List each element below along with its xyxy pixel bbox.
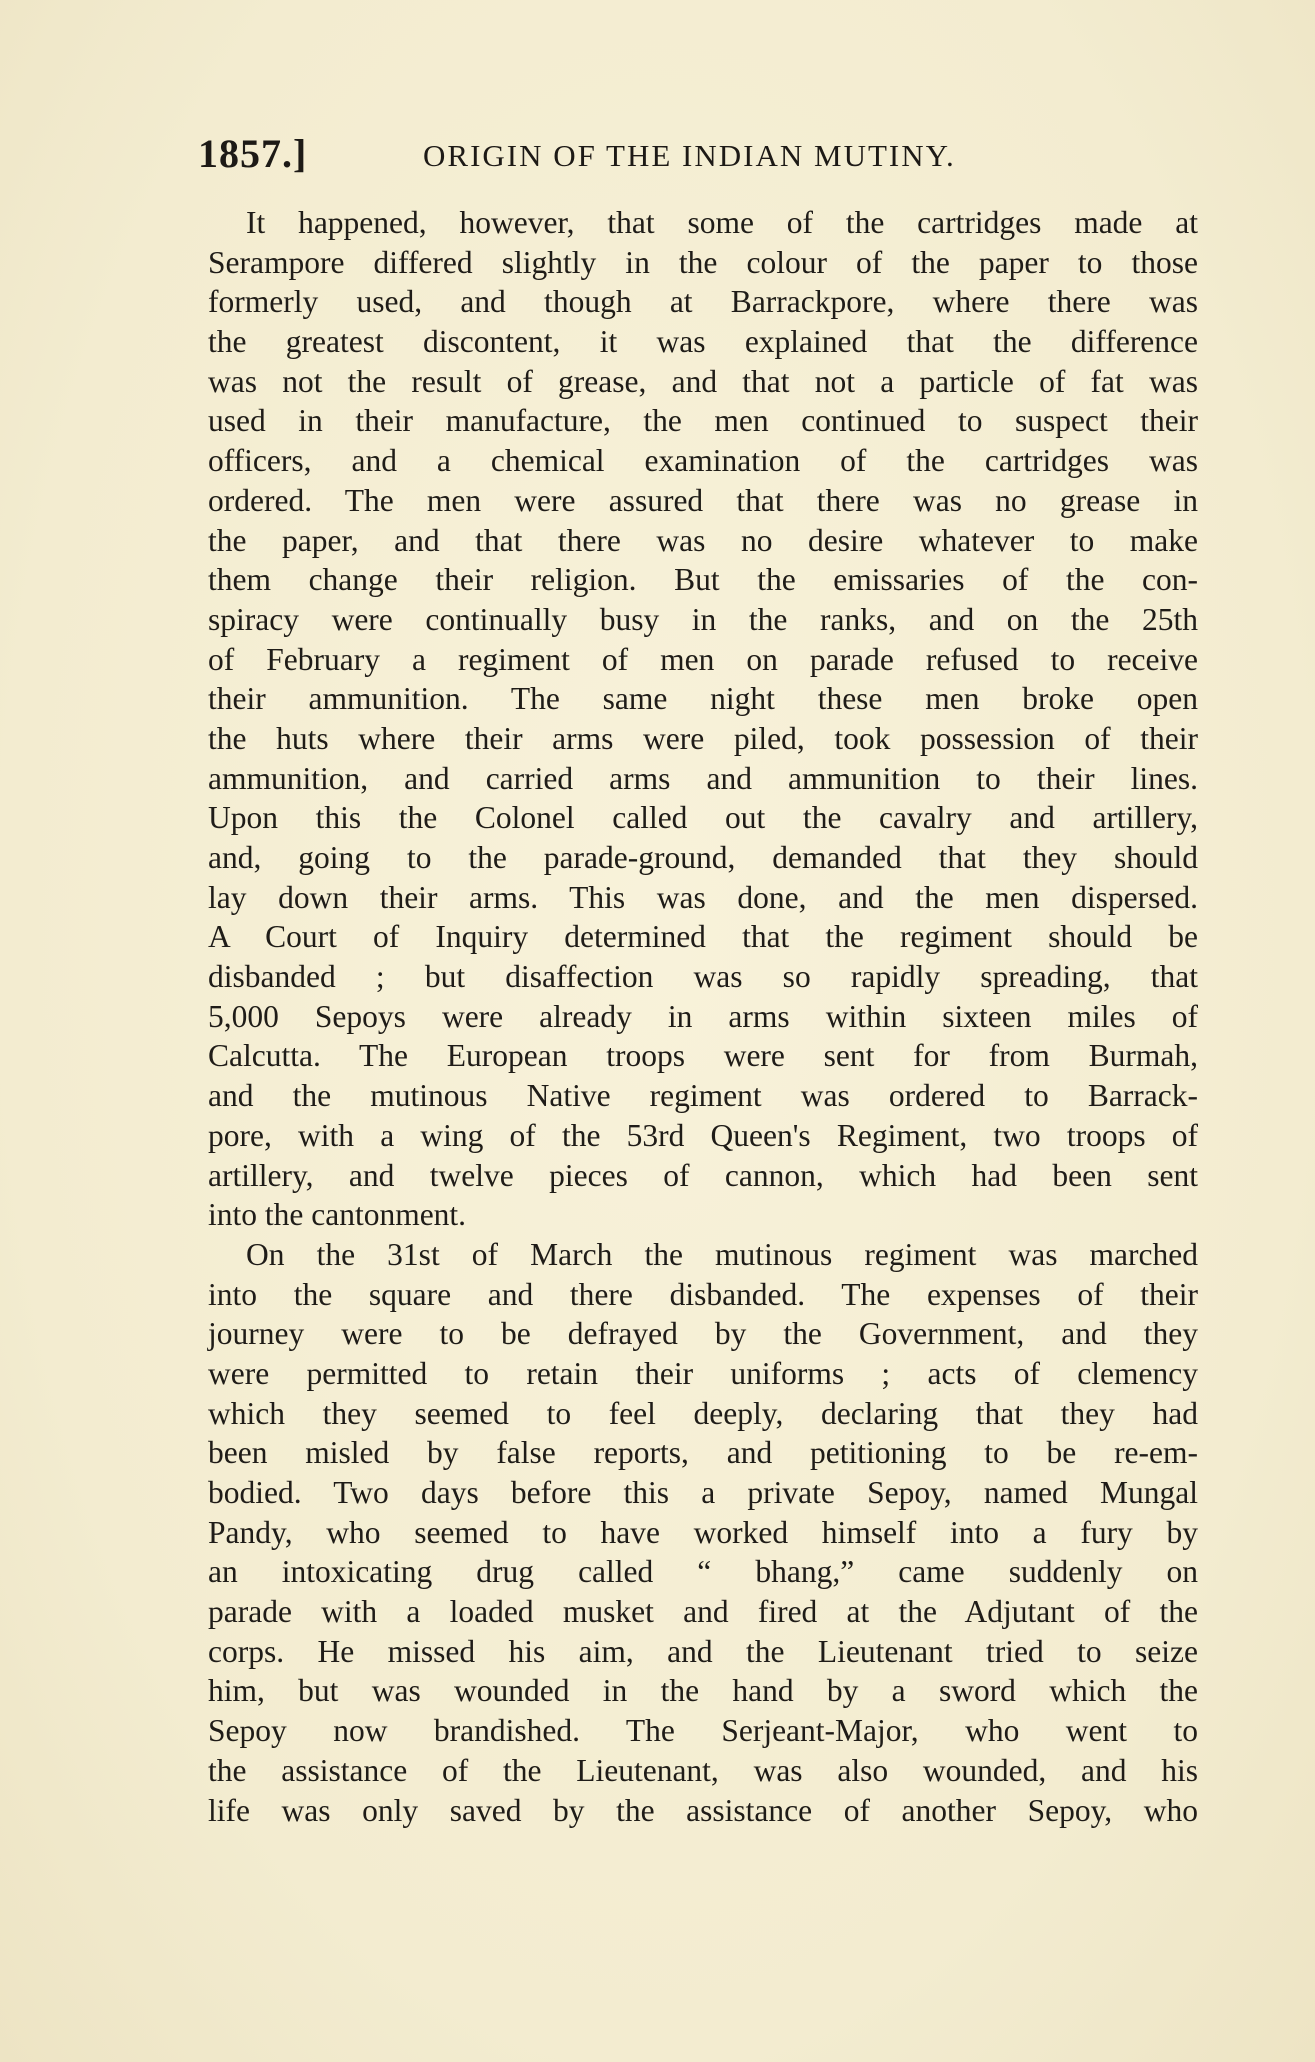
text-line: ammunition, and carried arms and ammunition to their lines. [208, 760, 1198, 796]
text-line: the greatest discontent, it was explained that the difference [208, 324, 1198, 360]
paragraph [208, 203, 1198, 1235]
text-line: disbanded ; but disaffection was so rapidly spreading, that [208, 959, 1198, 995]
text-line: It happened, however, that some of the cartridges made at [246, 205, 1198, 240]
text-line: the paper, and that there was no desire whatever to make [208, 522, 1198, 558]
text-line: Sepoy now brandished. The Serjeant-Major, who went to [208, 1713, 1198, 1749]
text-line: bodied. Two days before this a private Sepoy, named Mungal [208, 1475, 1198, 1510]
text-line: was not the result of grease, and that not a particle of fat was [208, 363, 1198, 399]
text-line: them change their religion. But the emissaries of the con- [208, 562, 1198, 598]
text-line: corps. He missed his aim, and the Lieutenant tried to seize [208, 1633, 1198, 1669]
text-line: pore, with a wing of the 53rd Queen's Regiment, two troops of [208, 1117, 1198, 1153]
text-line: On the 31st of March the mutinous regiment was marched [246, 1236, 1198, 1272]
text-line: officers, and a chemical examination of the cartridges was [208, 443, 1198, 479]
running-head [198, 130, 1188, 182]
text-line: formerly used, and though at Barrackpore, where there was [208, 284, 1198, 320]
text-line: artillery, and twelve pieces of cannon, which had been sent [208, 1157, 1198, 1193]
text-line: journey were to be defrayed by the Government, and they [208, 1316, 1198, 1352]
text-line: 5,000 Sepoys were already in arms within sixteen miles of [208, 998, 1198, 1034]
text-line: Pandy, who seemed to have worked himself into a fury by [208, 1514, 1198, 1550]
text-line: of February a regiment of men on parade refused to receive [208, 641, 1198, 677]
text-line: the assistance of the Lieutenant, was also wounded, and his [208, 1752, 1198, 1788]
text-line: Serampore differed slightly in the colour of the paper to those [208, 244, 1198, 280]
text-line: which they seemed to feel deeply, declaring that they had [208, 1395, 1198, 1431]
page-title: ORIGIN OF THE INDIAN MUTINY. [423, 138, 956, 173]
text-line: into the cantonment. [208, 1197, 467, 1233]
text-line: an intoxicating drug called “ bhang,” came suddenly on [208, 1554, 1198, 1590]
text-line: spiracy were continually busy in the ranks, and on the 25th [208, 601, 1198, 637]
text-line: life was only saved by the assistance of another Sepoy, who [208, 1792, 1198, 1828]
text-line: into the square and there disbanded. The expenses of their [208, 1276, 1198, 1312]
text-line: A Court of Inquiry determined that the regiment should be [208, 919, 1198, 955]
text-line: been misled by false reports, and petitioning to be re-em- [208, 1435, 1198, 1471]
text-line: were permitted to retain their uniforms ; acts of clemency [208, 1355, 1198, 1391]
text-line: and the mutinous Native regiment was ordered to Barrack- [208, 1078, 1198, 1114]
text-line: Calcutta. The European troops were sent for from Burmah, [208, 1038, 1198, 1074]
text-line: parade with a loaded musket and fired at the Adjutant of the [208, 1594, 1198, 1630]
text-line: the huts where their arms were piled, took possession of their [208, 720, 1198, 756]
body-text [208, 203, 1198, 1830]
text-line: Upon this the Colonel called out the cavalry and artillery, [208, 800, 1198, 836]
text-line: him, but was wounded in the hand by a sword which the [208, 1673, 1198, 1709]
paragraph [208, 1235, 1198, 1830]
text-line: lay down their arms. This was done, and the men dispersed. [208, 879, 1198, 915]
page-year: 1857.] [198, 131, 308, 176]
text-line: ordered. The men were assured that there was no grease in [208, 482, 1198, 518]
text-line: and, going to the parade-ground, demanded that they should [208, 840, 1198, 875]
text-line: their ammunition. The same night these men broke open [208, 681, 1198, 717]
text-line: used in their manufacture, the men continued to suspect their [208, 403, 1198, 439]
